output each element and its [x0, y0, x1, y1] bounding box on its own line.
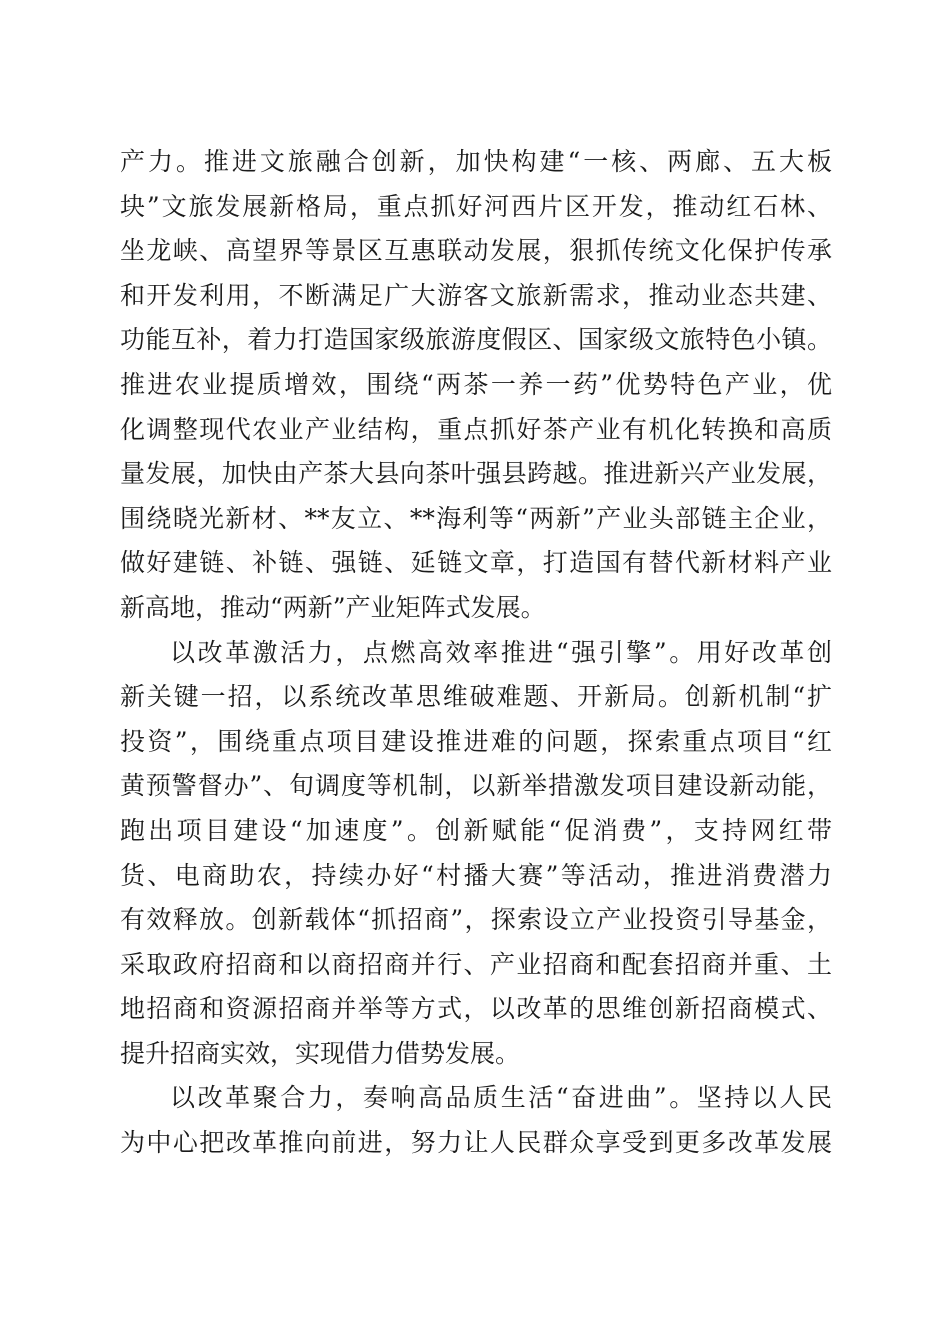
- text-line: 新关键一招，以系统改革思维破难题、开新局。创新机制“扩: [120, 682, 832, 712]
- text-line: 产力。推进文旅融合创新，加快构建“一核、两廊、五大板: [120, 147, 832, 176]
- text-line: 围绕晓光新材、**友立、**海利等“两新”产业头部链主企业，: [120, 503, 832, 533]
- text-line: 新高地，推动“两新”产业矩阵式发展。: [120, 592, 546, 622]
- paragraph-reform-cohesion: [120, 1076, 832, 1165]
- text-line: 以改革聚合力，奏响高品质生活“奋进曲”。坚持以人民: [170, 1083, 832, 1113]
- paragraph-culture-tourism: [120, 140, 832, 631]
- text-line: 块”文旅发展新格局，重点抓好河西片区开发，推动红石林、: [120, 191, 832, 221]
- text-line: 量发展，加快由产茶大县向茶叶强县跨越。推进新兴产业发展，: [120, 459, 832, 489]
- text-line: 化调整现代农业产业结构，重点抓好茶产业有机化转换和高质: [120, 414, 832, 444]
- text-line: 地招商和资源招商并举等方式，以改革的思维创新招商模式、: [120, 994, 832, 1024]
- text-line: 推进农业提质增效，围绕“两茶一养一药”优势特色产业，优: [120, 369, 832, 399]
- text-line: 做好建链、补链、强链、延链文章，打造国有替代新材料产业: [120, 548, 832, 578]
- text-line: 提升招商实效，实现借力借势发展。: [120, 1038, 521, 1068]
- text-line: 功能互补，着力打造国家级旅游度假区、国家级文旅特色小镇。: [120, 325, 832, 355]
- text-line: 采取政府招商和以商招商并行、产业招商和配套招商并重、土: [120, 949, 832, 979]
- text-line: 黄预警督办”、旬调度等机制，以新举措激发项目建设新动能，: [120, 771, 832, 801]
- text-line: 以改革激活力，点燃高效率推进“强引擎”。用好改革创: [170, 637, 832, 667]
- text-line: 坐龙峡、高望界等景区互惠联动发展，狠抓传统文化保护传承: [120, 236, 832, 266]
- text-line: 有效释放。创新载体“抓招商”，探索设立产业投资引导基金，: [120, 905, 832, 935]
- text-line: 跑出项目建设“加速度”。创新赋能“促消费”，支持网红带: [120, 815, 832, 845]
- document-body: [120, 140, 832, 1166]
- text-line: 投资”，围绕重点项目建设推进难的问题，探索重点项目“红: [120, 726, 832, 756]
- text-line: 和开发利用，不断满足广大游客文旅新需求，推动业态共建、: [120, 280, 832, 310]
- text-line: 货、电商助农，持续办好“村播大赛”等活动，推进消费潜力: [120, 860, 832, 890]
- paragraph-reform-vitality: [120, 631, 832, 1077]
- text-line: 为中心把改革推向前进，努力让人民群众享受到更多改革发展: [120, 1128, 832, 1158]
